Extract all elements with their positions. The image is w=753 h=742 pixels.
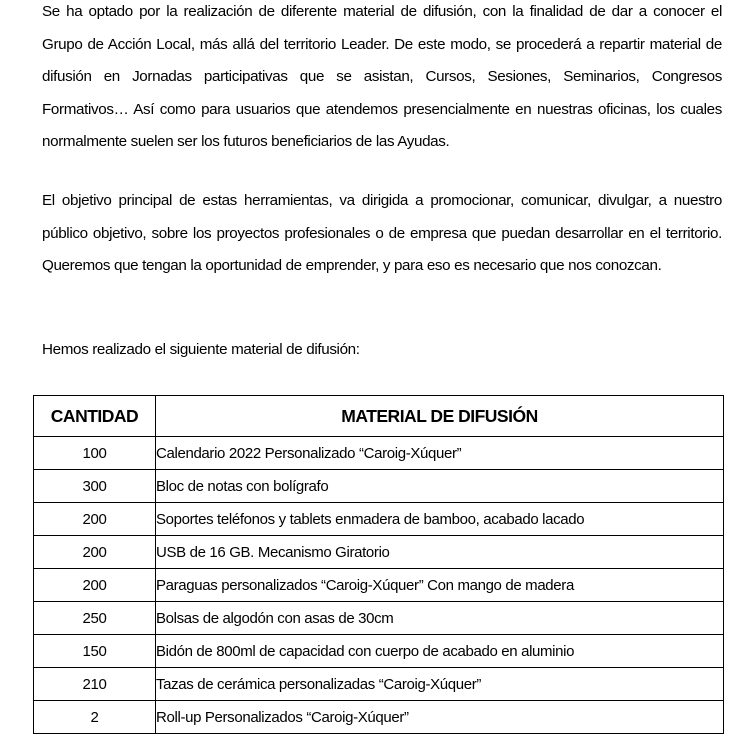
cell-qty: 200 [34,569,156,602]
cell-qty: 300 [34,470,156,503]
cell-qty: 250 [34,602,156,635]
table-intro: Hemos realizado el siguiente material de difusión: [42,341,360,358]
cell-qty: 200 [34,503,156,536]
cell-material: Bloc de notas con bolígrafo [156,470,724,503]
table-row [34,437,724,470]
cell-material: Roll-up Personalizados “Caroig-Xúquer” [156,701,724,734]
cell-qty: 150 [34,635,156,668]
paragraph-objetivo: El objetivo principal de estas herramientas, va dirigida a promocionar, comunicar, divulgar, a nuestro público objetivo, sobre los proyectos profesionales o de empresa que puedan desarrollar en el territorio. Queremos que tengan la oportunidad de emprender, y para eso es necesario que nos conozcan. [42,192,722,275]
table-row [34,668,724,701]
table-row [34,602,724,635]
header-material: MATERIAL DE DIFUSIÓN [156,396,724,437]
cell-qty: 200 [34,536,156,569]
cell-material: Bidón de 800ml de capacidad con cuerpo de acabado en aluminio [156,635,724,668]
header-cantidad: CANTIDAD [34,396,156,437]
table-row [34,569,724,602]
cell-material: Soportes teléfonos y tablets enmadera de bamboo, acabado lacado [156,503,724,536]
cell-material: Tazas de cerámica personalizadas “Caroig-Xúquer” [156,668,724,701]
table-row [34,470,724,503]
table-row [34,536,724,569]
table-header-row [34,396,724,437]
cell-qty: 100 [34,437,156,470]
table-row [34,701,724,734]
cell-material: Paraguas personalizados “Caroig-Xúquer” Con mango de madera [156,569,724,602]
paragraph-material-difusion: Se ha optado por la realización de diferente material de difusión, con la finalidad de dar a conocer el Grupo de Acción Local, más allá del territorio Leader. De este modo, se procederá a repartir material de difusión en Jornadas participativas que se asistan, Cursos, Sesiones, Seminarios, Congresos Formativos… Así como para usuarios que atendemos presencialmente en nuestras oficinas, los cuales normalmente suelen ser los futuros beneficiarios de las Ayudas. [42,3,722,151]
cell-qty: 2 [34,701,156,734]
cell-material: Bolsas de algodón con asas de 30cm [156,602,724,635]
table-row [34,503,724,536]
cell-qty: 210 [34,668,156,701]
cell-material: USB de 16 GB. Mecanismo Giratorio [156,536,724,569]
table-row [34,635,724,668]
material-table [33,395,724,734]
cell-material: Calendario 2022 Personalizado “Caroig-Xúquer” [156,437,724,470]
